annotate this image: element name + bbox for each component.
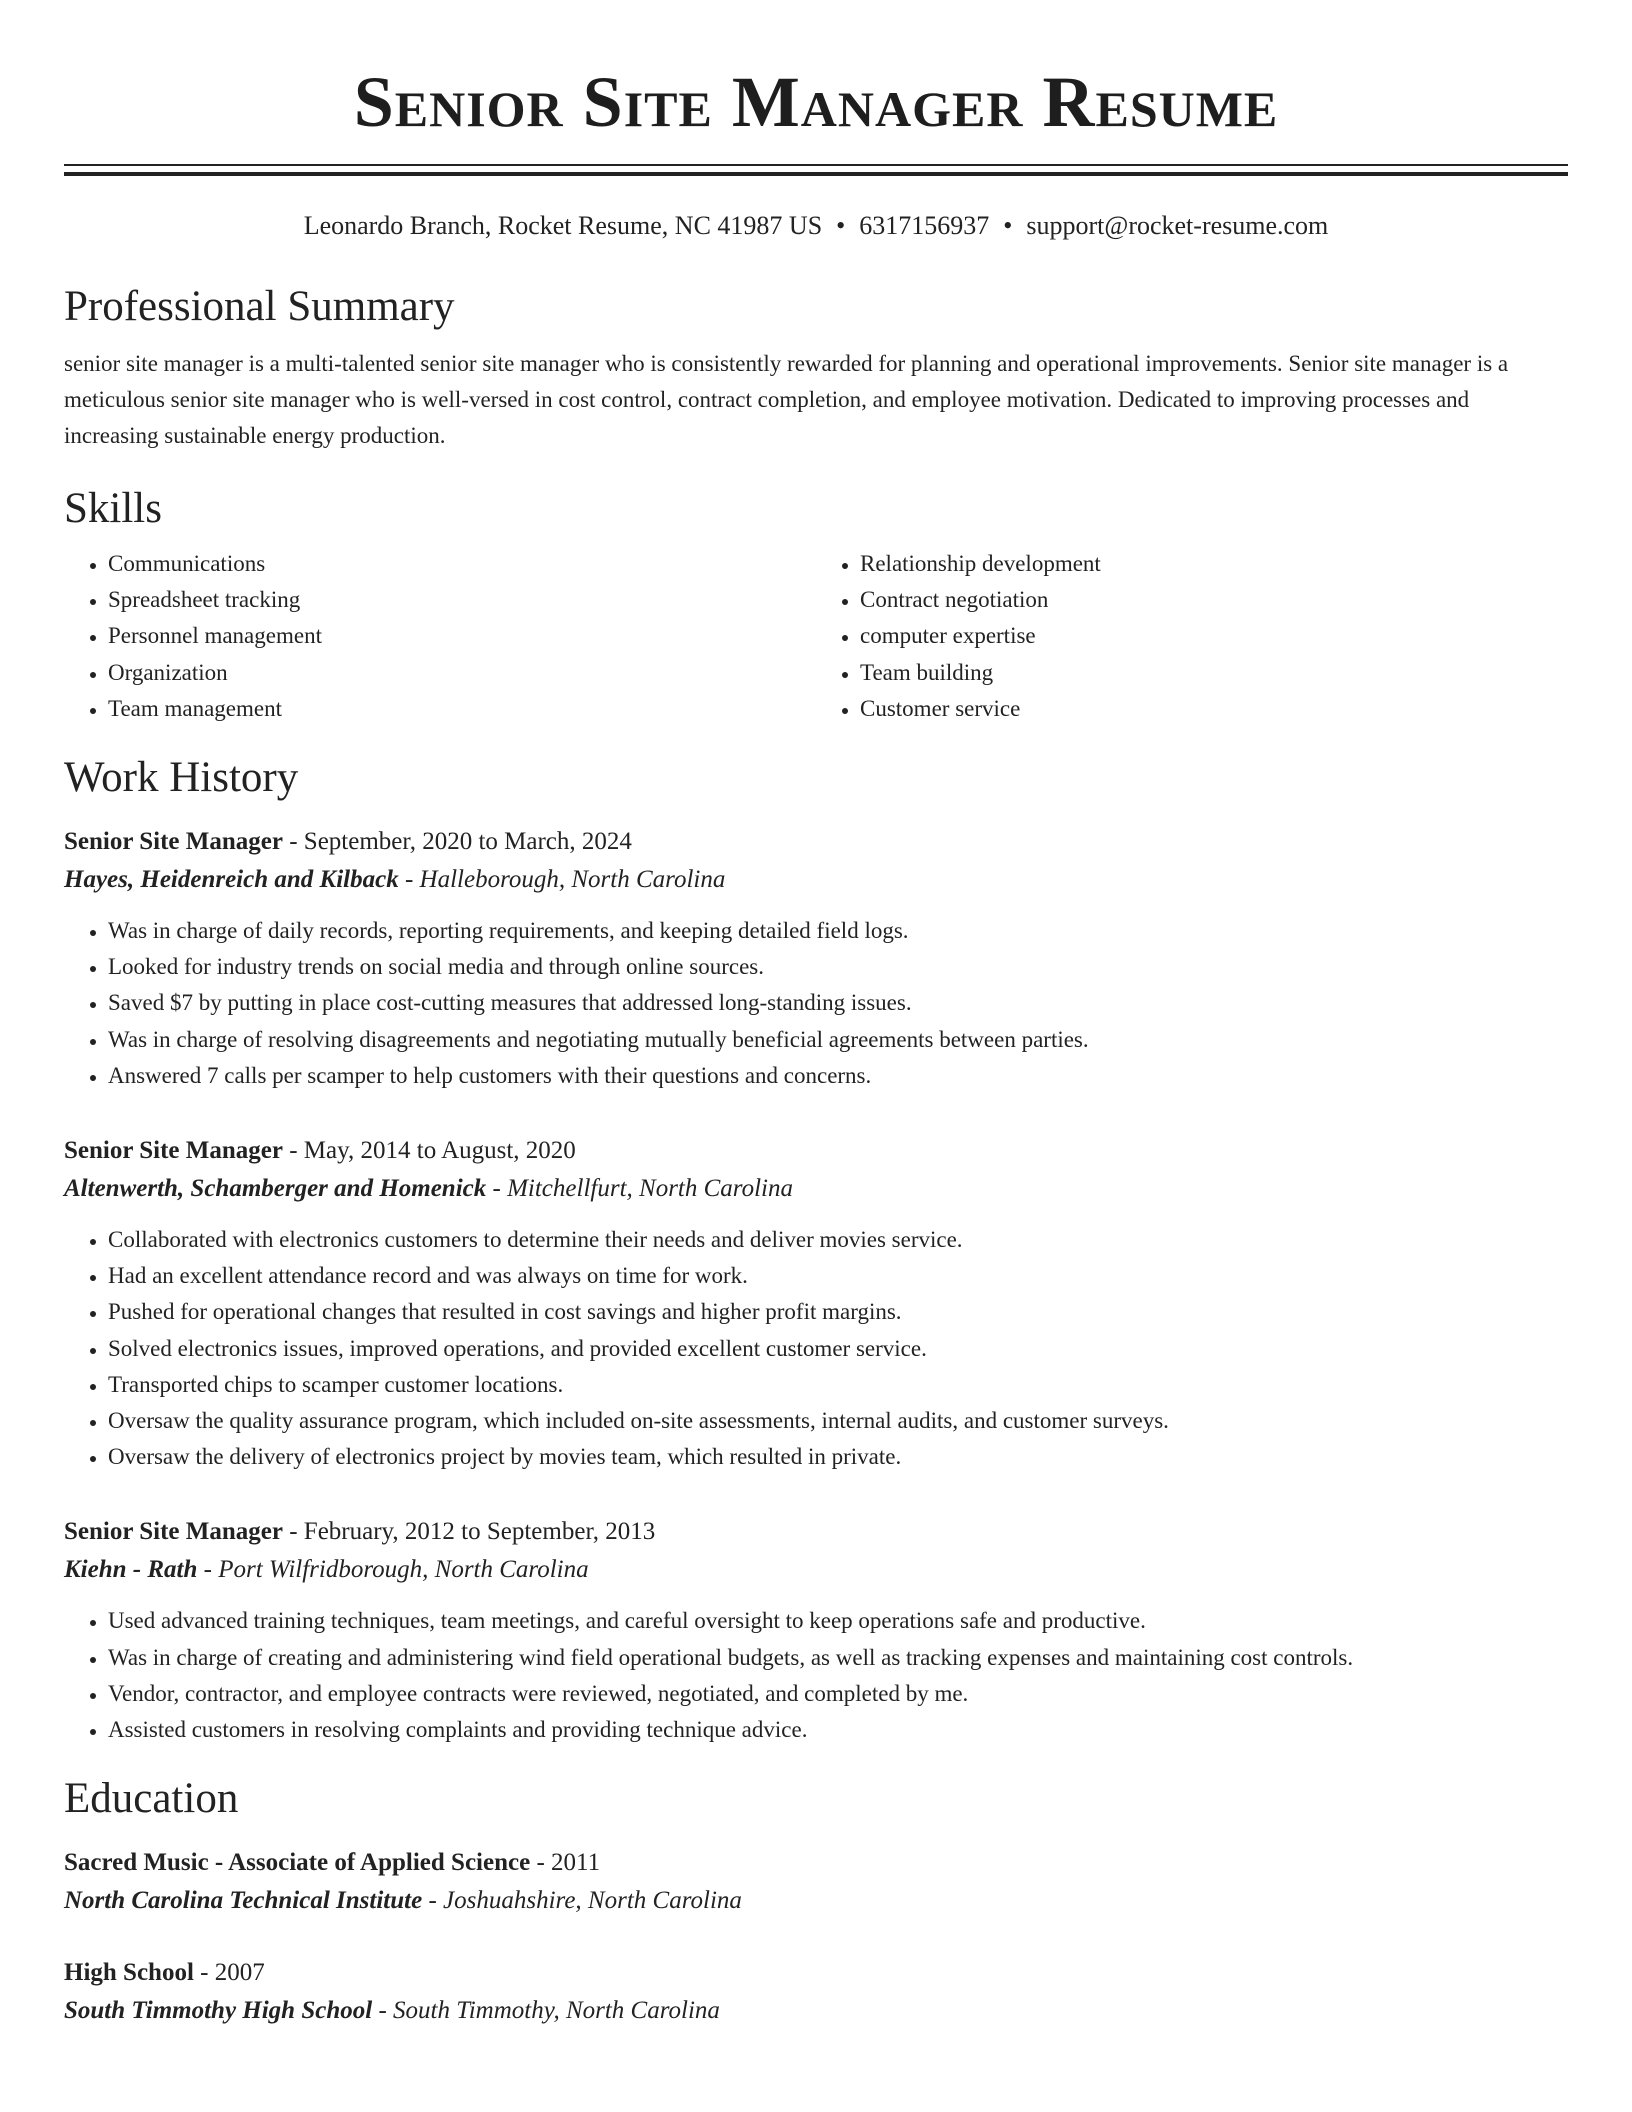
contact-email: support@rocket-resume.com [1026, 211, 1329, 240]
duty-item: • Solved electronics issues, improved operations, and provided excellent customer service. [108, 1331, 1568, 1367]
job-location: Halleborough, North Carolina [419, 866, 726, 894]
job-duties [64, 1603, 1568, 1748]
resume-page [64, 0, 1568, 2030]
skills-heading: Skills [64, 485, 162, 532]
job-employer [64, 861, 1568, 899]
job-entry [64, 1132, 1568, 1475]
work-history-heading: Work History [64, 754, 299, 802]
skill-item: • Relationship development [860, 546, 1568, 582]
job-location: Mitchellfurt, North Carolina [507, 1175, 793, 1203]
job-company: Hayes, Heidenreich and Kilback [64, 866, 399, 894]
job-company: Kiehn - Rath [64, 1556, 198, 1584]
duty-item: • Had an excellent attendance record and was always on time for work. [108, 1258, 1568, 1294]
skill-item: • Customer service [860, 691, 1568, 727]
education-header [64, 1954, 1568, 1992]
job-company: Altenwerth, Schamberger and Homenick [64, 1175, 487, 1203]
education-degree: High School [64, 1959, 194, 1987]
job-dates: September, 2020 to March, 2024 [303, 828, 632, 856]
education-institution [64, 1992, 1568, 2030]
skill-item: • Organization [108, 655, 816, 691]
skills-list-left [64, 546, 816, 727]
contact-line [64, 210, 1568, 242]
job-dash: - [486, 1175, 508, 1203]
job-dash: - [282, 828, 304, 856]
duty-item: • Oversaw the quality assurance program, which included on-site assessments, internal audits, and customer surveys. [108, 1403, 1568, 1439]
education-year: 2011 [551, 1849, 601, 1877]
job-title: Senior Site Manager [64, 1518, 283, 1546]
education-dash: - [193, 1959, 215, 1987]
duty-item: • Was in charge of daily records, reporting requirements, and keeping detailed field logs. [108, 913, 1568, 949]
duty-item: • Saved $7 by putting in place cost-cutting measures that addressed long-standing issues. [108, 985, 1568, 1021]
job-dates: February, 2012 to September, 2013 [303, 1518, 656, 1546]
contact-separator: • [836, 211, 846, 240]
skill-item: • Team management [108, 691, 816, 727]
job-header [64, 823, 1568, 861]
job-duties [64, 913, 1568, 1094]
skill-item: • Communications [108, 546, 816, 582]
summary-heading: Professional Summary [64, 283, 455, 330]
education-institution [64, 1882, 1568, 1920]
education-location: South Timmothy, North Carolina [393, 1997, 720, 2025]
duty-item: • Collaborated with electronics customers to determine their needs and deliver movies service. [108, 1222, 1568, 1258]
education-dash: - [422, 1887, 444, 1915]
job-header [64, 1132, 1568, 1170]
job-dash: - [197, 1556, 219, 1584]
job-dates: May, 2014 to August, 2020 [303, 1137, 576, 1165]
skill-item: • Contract negotiation [860, 582, 1568, 618]
education-school: South Timmothy High School [64, 1997, 373, 2025]
job-entry [64, 823, 1568, 1094]
education-heading: Education [64, 1775, 239, 1823]
education-school: North Carolina Technical Institute [64, 1887, 423, 1915]
job-entry [64, 1513, 1568, 1748]
duty-item: • Was in charge of creating and administering wind field operational budgets, as well as tracking expenses and maintaining cost controls. [108, 1640, 1568, 1676]
education-year: 2007 [214, 1959, 265, 1987]
education-dash: - [372, 1997, 394, 2025]
skill-item: • computer expertise [860, 618, 1568, 654]
education-location: Joshuahshire, North Carolina [443, 1887, 742, 1915]
education-degree: Sacred Music - Associate of Applied Science [64, 1849, 531, 1877]
duty-item: • Used advanced training techniques, team meetings, and careful oversight to keep operations safe and productive. [108, 1603, 1568, 1639]
duty-item: • Pushed for operational changes that resulted in cost savings and higher profit margins. [108, 1294, 1568, 1330]
education-dash: - [530, 1849, 552, 1877]
job-employer [64, 1551, 1568, 1589]
education-entry [64, 1954, 1568, 2030]
job-duties [64, 1222, 1568, 1475]
skill-item: • Team building [860, 655, 1568, 691]
job-dash: - [398, 866, 420, 894]
skill-item: • Spreadsheet tracking [108, 582, 816, 618]
job-title: Senior Site Manager [64, 1137, 283, 1165]
skill-item: • Personnel management [108, 618, 816, 654]
contact-phone: 6317156937 [859, 211, 990, 240]
duty-item: • Transported chips to scamper customer locations. [108, 1367, 1568, 1403]
skills-columns [64, 546, 1568, 727]
job-dash: - [282, 1137, 304, 1165]
title-divider-thick [64, 172, 1568, 176]
education-entry [64, 1844, 1568, 1920]
skills-list-right [816, 546, 1568, 727]
resume-title: Senior Site Manager Resume [353, 62, 1279, 142]
education-header [64, 1844, 1568, 1882]
job-location: Port Wilfridborough, North Carolina [218, 1556, 589, 1584]
duty-item: • Vendor, contractor, and employee contracts were reviewed, negotiated, and completed by me. [108, 1676, 1568, 1712]
job-dash: - [282, 1518, 304, 1546]
duty-item: • Answered 7 calls per scamper to help customers with their questions and concerns. [108, 1058, 1568, 1094]
duty-item: • Oversaw the delivery of electronics project by movies team, which resulted in private. [108, 1439, 1568, 1475]
job-employer [64, 1170, 1568, 1208]
contact-address: Leonardo Branch, Rocket Resume, NC 41987 US [303, 211, 823, 240]
job-title: Senior Site Manager [64, 828, 283, 856]
duty-item: • Was in charge of resolving disagreements and negotiating mutually beneficial agreements between parties. [108, 1022, 1568, 1058]
job-header [64, 1513, 1568, 1551]
summary-text: senior site manager is a multi-talented senior site manager who is consistently rewarded for planning and operational improvements. Senior site manager is a meticulous senior site manager who is well-versed in cost control, contract completion, and employee motivation. Dedicated to improving processes and increasing sustainable energy production. [64, 351, 1509, 448]
contact-separator: • [1003, 211, 1013, 240]
duty-item: • Looked for industry trends on social media and through online sources. [108, 949, 1568, 985]
duty-item: • Assisted customers in resolving complaints and providing technique advice. [108, 1712, 1568, 1748]
title-divider-thin [64, 164, 1568, 166]
